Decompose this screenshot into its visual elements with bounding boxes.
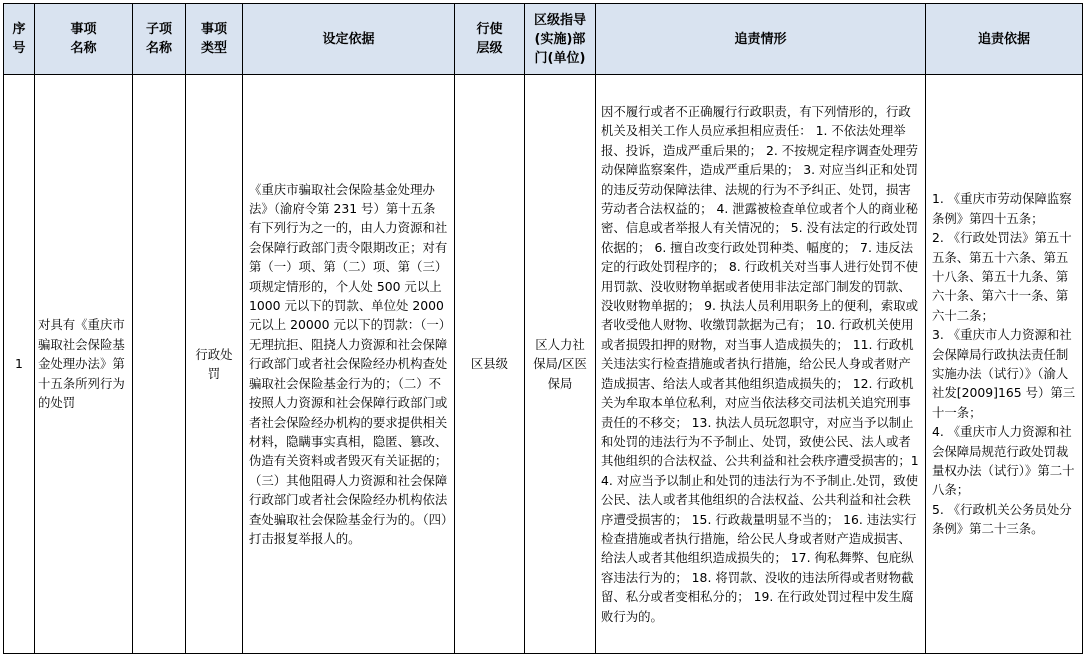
cell-situation: 因不履行或者不正确履行行政职责，有下列情形的，行政机关及相关工作人员应承担相应责任： 1. 不依法处理举报、投诉，造成严重后果的； 2. 不按规定程序调查处理劳动保障监察案件，造成严重后果的； 3. 对应当纠正和处罚的违反劳动保障法律、法规的行为不予纠正、处罚，损害劳动者合法权益的； 4. 泄露被检查单位或者个人的商业秘密、信息或者举报人有关情况的； 5. 没有法定的行政处罚依据的； 6. 擅自改变行政处罚种类、幅度的； 7. 违反法定的行政处罚程序的； 8. 行政机关对当事人进行处罚不使用罚款、没收财物单据或者使用非法定部门制发的罚款、没收财物单据的； 9. 执法人员利用职务上的便利，索取或者收受他人财物、收缴罚款据为己有； 10. 行政机关使用或者损毁扣押的财物，对当事人造成损失的； 11. 行政机关违法实行检查措施或者执行措施，给公民人身或者财产造成损害、给法人或者其他组织造成损失的； 12. 行政机关为牟取本单位私利，对应当依法移交司法机关追究刑事责任的不移交； 13. 执法人员玩忽职守，对应当予以制止和处罚的违法行为不予制止、处罚，致使公民、法人或者其他组织的合法权益、公共利益和社会秩序遭受损害的；14. 对应当予以制止和处罚的违法行为不予制止.处罚，致使公民、法人或者其他组织的合法权益、公共利益和社会秩序遭受损害的； 15. 行政裁量明显不当的； 16. 违法实行检查措施或者执行措施，给公民人身或者财产造成损害、给法人或者其他组织造成损失的； 17. 徇私舞弊、包庇纵容违法行为的； 18. 将罚款、没收的违法所得或者财物截留、私分或者变相私分的； 19. 在行政处罚过程中发生腐败行为的。 [596,75,926,654]
header-row [4,4,1083,75]
header-department: 区级指导 (实施)部 门(单位) [525,4,596,75]
accountability-table [3,3,1083,654]
reference-item: 2. 《行政处罚法》第五十五条、第五十六条、第五十八条、第五十九条、第六十条、第六十一条、第六十二条； [932,230,1072,323]
header-basis: 设定依据 [243,4,455,75]
header-reference: 追责依据 [926,4,1083,75]
cell-item-type: 行政处罚 [186,75,243,654]
cell-seq: 1 [4,75,35,654]
header-item-name: 事项 名称 [35,4,133,75]
header-situation: 追责情形 [596,4,926,75]
reference-item: 1. 《重庆市劳动保障监察条例》第四十五条； [932,191,1072,226]
header-seq: 序 号 [4,4,35,75]
cell-basis: 《重庆市骗取社会保险基金处理办法》（渝府令第 231 号）第十五条 有下列行为之一的，由人力资源和社会保障行政部门责令限期改正；对有第（一）项、第（二）项、第（三）项规定情形的，个人处 500 元以上 1000 元以下的罚款、单位处 2000 元以上 20000 元以下的罚款：（一）无理抗拒、阻挠人力资源和社会保障行政部门或者社会保险经办机构查处骗取社会保险基金行为的；（二）不按照人力资源和社会保障行政部门或者社会保险经办机构的要求提供相关材料，隐瞒事实真相，隐匿、篡改、伪造有关资料或者毁灭有关证据的；（三）其他阻碍人力资源和社会保障行政部门或者社会保险经办机构依法查处骗取社会保险基金行为的。（四）打击报复举报人的。 [243,75,455,654]
cell-reference [926,75,1083,654]
header-level: 行使 层级 [455,4,525,75]
cell-level: 区县级 [455,75,525,654]
cell-item-name: 对具有《重庆市骗取社会保险基金处理办法》第十五条所列行为的处罚 [35,75,133,654]
reference-item: 5. 《行政机关公务员处分条例》第二十三条。 [932,501,1072,537]
reference-item: 3. 《重庆市人力资源和社会保障局行政执法责任制实施办法（试行）》（渝人社发[2009]165 号）第三十一条； [932,327,1076,420]
reference-item: 4. 《重庆市人力资源和社会保障局规范行政处罚裁量权办法（试行）》第二十八条； [932,424,1075,498]
header-item-type: 事项 类型 [186,4,243,75]
cell-sub-item-name [133,75,186,654]
cell-department: 区人力社保局/区医保局 [525,75,596,654]
table-row [4,75,1083,654]
header-sub-item-name: 子项 名称 [133,4,186,75]
